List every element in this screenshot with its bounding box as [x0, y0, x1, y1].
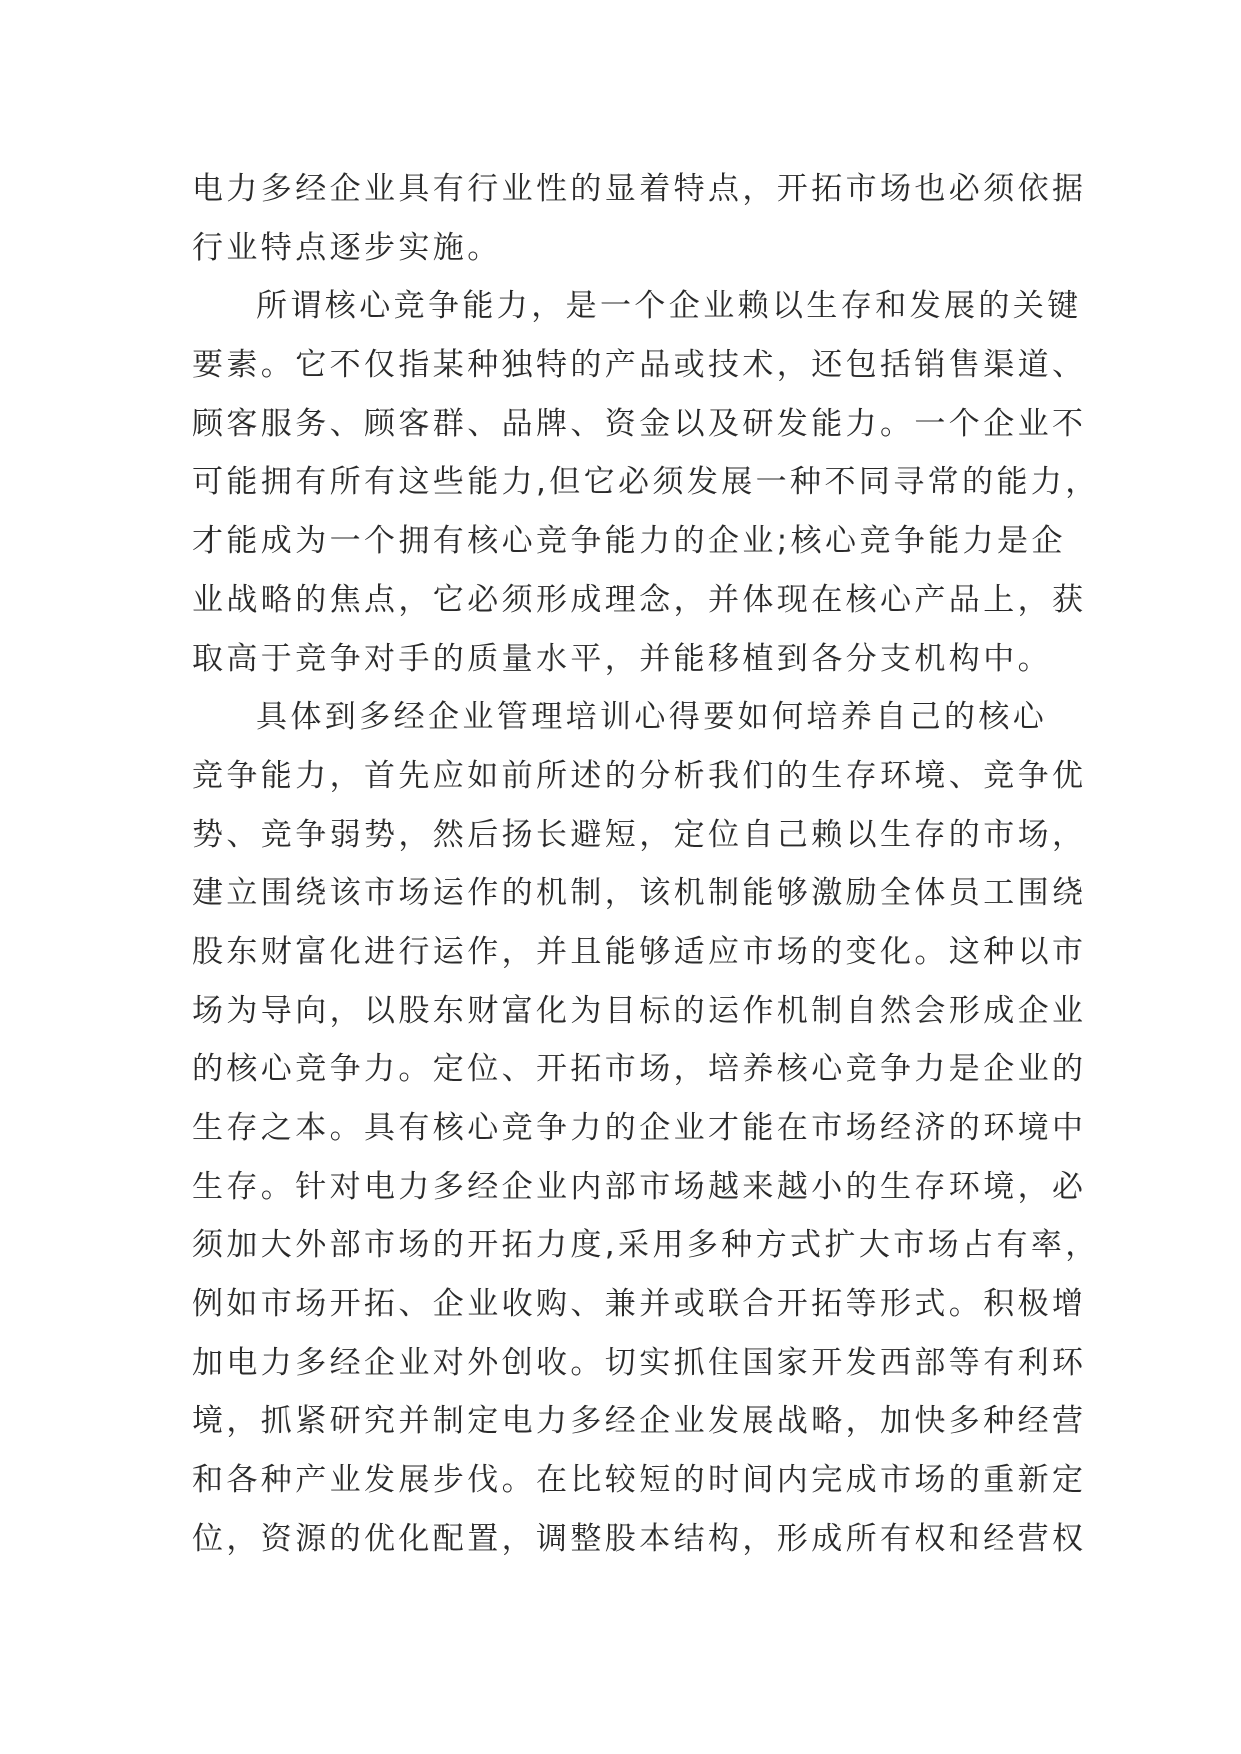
text-line: 业战略的焦点，它必须形成理念，并体现在核心产品上，获	[192, 581, 1087, 618]
text-line: 的核心竞争力。定位、开拓市场，培养核心竞争力是企业的	[192, 1051, 1087, 1088]
text-line: 生存。针对电力多经企业内部市场越来越小的生存环境，必	[192, 1168, 1087, 1205]
text-line: 行业特点逐步实施。	[192, 229, 502, 266]
text-line: 生存之本。具有核心竞争力的企业才能在市场经济的环境中	[192, 1110, 1087, 1146]
text-line: 境，抓紧研究并制定电力多经企业发展战略，加快多种经营	[192, 1403, 1087, 1440]
text-line: 股东财富化进行运作，并且能够适应市场的变化。这种以市	[192, 933, 1087, 970]
text-line: 要素。它不仅指某种独特的产品或技术，还包括销售渠道、	[192, 347, 1087, 384]
text-line: 可能拥有所有这些能力,但它必须发展一种不同寻常的能力，	[192, 464, 1100, 501]
text-line: 场为导向，以股东财富化为目标的运作机制自然会形成企业	[192, 992, 1087, 1029]
text-line: 须加大外部市场的开拓力度,采用多种方式扩大市场占有率，	[192, 1227, 1100, 1264]
text-line: 建立围绕该市场运作的机制，该机制能够激励全体员工围绕	[192, 875, 1087, 912]
text-line: 位，资源的优化配置，调整股本结构，形成所有权和经营权	[192, 1520, 1087, 1557]
text-line: 竞争能力，首先应如前所述的分析我们的生存环境、竞争优	[192, 757, 1087, 794]
text-line: 才能成为一个拥有核心竞争能力的企业;核心竞争能力是企	[192, 523, 1066, 560]
text-line: 势、竞争弱势，然后扬长避短，定位自己赖以生存的市场，	[192, 816, 1087, 853]
paragraph-start-line: 所谓核心竞争能力，是一个企业赖以生存和发展的关键	[256, 288, 1082, 325]
text-line: 和各种产业发展步伐。在比较短的时间内完成市场的重新定	[192, 1462, 1087, 1499]
text-line: 取高于竞争对手的质量水平，并能移植到各分支机构中。	[192, 640, 1052, 677]
body-text	[192, 160, 1100, 1569]
paragraph-start-line: 具体到多经企业管理培训心得要如何培养自己的核心	[256, 699, 1048, 736]
text-line: 电力多经企业具有行业性的显着特点，开拓市场也必须依据	[192, 171, 1087, 207]
text-line: 例如市场开拓、企业收购、兼并或联合开拓等形式。积极增	[192, 1286, 1087, 1323]
text-line: 顾客服务、顾客群、品牌、资金以及研发能力。一个企业不	[192, 405, 1087, 442]
text-line: 加电力多经企业对外创收。切实抓住国家开发西部等有利环	[192, 1344, 1087, 1381]
